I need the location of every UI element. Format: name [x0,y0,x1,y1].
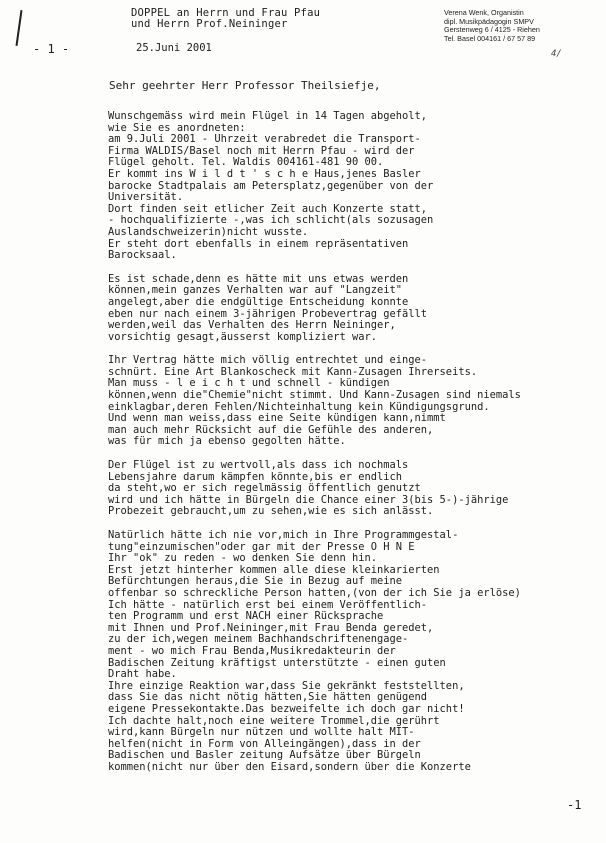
text-line: ten Programm und erst NACH einer Rücksprache [108,610,384,623]
text-line: Natürlich hätte ich nie vor,mich in Ihre Programmgestal- [108,529,459,541]
text-line: können,mein ganzes Verhalten war auf "Langzeit" [108,284,403,297]
text-line: können,wenn die"Chemie"nicht stimmt. Und Kann-Zusagen sind niemals [108,389,521,402]
text-line: Probezeit gebraucht,um zu sehen,wie es sich anlässt. [108,505,434,518]
sender-line: dipl. Musikpädagogin SMPV [444,16,534,26]
text-line: Er kommt ins W i l d t ' s c h e Haus,jenes Basler [108,167,421,180]
text-line: offenbar so schreckliche Person hatten,(von der ich Sie ja erlöse) [108,586,521,599]
text-line: Und wenn man weiss,dass eine Seite kündigen kann,nimmt [108,412,446,425]
handwritten-corner-note: 4/ [551,49,562,59]
text-line: Wunschgemäss wird mein Flügel in 14 Tagen abgeholt, [108,110,428,122]
margin-pen-stroke [16,10,23,46]
paragraph [108,355,598,448]
text-line: wie Sie es anordneten: [108,121,246,134]
letter-body [108,111,598,785]
text-line: werden,weil das Verhalten des Herrn Neininger, [108,319,396,332]
sender-line: Verena Wenk, Organistin [444,8,524,17]
text-line: Auslandschweizerin)nicht wusste. [108,225,309,238]
text-line: Badischen Zeitung kräftigst unterstützte - einen guten [108,656,446,669]
text-line: am 9.Juli 2001 - Uhrzeit verabredet die Transport- [108,133,421,146]
text-line: Ihre einzige Reaktion war,dass Sie gekränkt feststellten, [108,679,465,692]
text-line: wird,kann Bürgeln nur nützen und wollte halt MIT- [108,726,415,739]
text-line: Lebensjahre darum kämpfen könnte,bis er endlich [108,470,403,483]
text-line: eben nur nach einem 3-jährigen Probevertrag gefällt [108,307,428,320]
text-line: eigene Pressekontakte.Das bezweifelte ich doch gar nicht! [108,702,465,715]
page-number-label: - 1 - [33,42,70,56]
text-line: angelegt,aber die endgültige Entscheidung konnte [108,295,409,308]
text-line: was für mich ja ebenso gegolten hätte. [108,435,346,448]
text-line: Der Flügel ist zu wertvoll,als dass ich nochmals [108,459,409,472]
text-line: - hochqualifizierte -,was ich schlicht(als sozusagen [108,214,434,227]
text-line: dass Sie das nicht nötig hätten,Sie hätten genügend [108,691,428,704]
text-line: Universität. [108,191,184,204]
paragraph [108,460,598,518]
text-line: Ihr Vertrag hätte mich völlig entrechtet und einge- [108,354,428,367]
text-line: ment - wo mich Frau Benda,Musikredakteurin der [108,644,396,657]
recipient-line-1: DOPPEL an Herrn und Frau Pfau [131,7,321,19]
text-line: einklagbar,deren Fehlen/Nichteinhaltung kein Kündigungsgrund. [108,400,490,413]
text-line: Er steht dort ebenfalls in einem repräsentativen [108,237,409,250]
text-line: man auch mehr Rücksicht auf die Gefühle des anderen, [108,423,434,436]
text-line: Barocksaal. [108,249,177,262]
sender-line: Tel. Basel 004161 / 67 57 89 [444,33,536,43]
text-line: Firma WALDIS/Basel noch mit Herrn Pfau - wird der [108,144,415,157]
text-line: wird und ich hätte in Bürgeln die Chance einer 3(bis 5-)-jährige [108,493,509,506]
text-line: Befürchtungen heraus,die Sie in Bezug auf meine [108,575,403,588]
letter-date: 25.Juni 2001 [136,42,212,54]
text-line: kommen(nicht nur über den Eisard,sondern über die Konzerte [108,760,471,773]
text-line: vorsichtig gesagt,äusserst kompliziert war. [108,330,377,343]
sender-letterhead [444,9,540,43]
text-line: mit Ihnen und Prof.Neininger,mit Frau Benda geredet, [108,621,434,634]
recipient-line-2: und Herrn Prof.Neininger [131,18,288,30]
text-line: Flügel geholt. Tel. Waldis 004161-481 90 00. [108,156,384,169]
text-line: barocke Stadtpalais am Petersplatz,gegenüber von der [108,179,434,192]
text-line: tung"einzumischen"oder gar mit der Presse O H N E [108,540,415,553]
text-line: Es ist schade,denn es hätte mit uns etwas werden [108,272,409,285]
page-continuation-mark: -1 [567,798,582,812]
paragraph [108,530,598,773]
text-line: Draht habe. [108,668,177,681]
sender-line: Gerstenweg 6 / 4125 - Riehen [444,25,540,35]
text-line: Man muss - l e i c h t und schnell - kündigen [108,377,390,390]
recipient-header [131,8,320,30]
text-line: Erst jetzt hinterher kommen alle diese kleinkarierten [108,563,440,576]
text-line: Ich dachte halt,noch eine weitere Trommel,die gerührt [108,714,440,727]
text-line: schnürt. Eine Art Blankoscheck mit Kann-Zusagen Ihrerseits. [108,365,478,378]
text-line: helfen(nicht in Form von Alleingängen),dass in der [108,737,421,750]
text-line: Ihr "ok" zu reden - wo denken Sie denn hin. [108,552,377,565]
paragraph [108,111,598,262]
text-line: zu der ich,wegen meinem Bachhandschriftenengage- [108,633,409,646]
text-line: da steht,wo er sich regelmässig öffentlich genutzt [108,482,421,495]
text-line: Badischen und Basler zeitung Aufsätze über Bürgeln [108,749,421,762]
salutation: Sehr geehrter Herr Professor Theilsiefje, [109,79,381,92]
text-line: Dort finden seit etlicher Zeit auch Konzerte statt, [108,202,428,215]
text-line: Ich hätte - natürlich erst bei einem Veröffentlich- [108,598,428,611]
paragraph [108,274,598,344]
